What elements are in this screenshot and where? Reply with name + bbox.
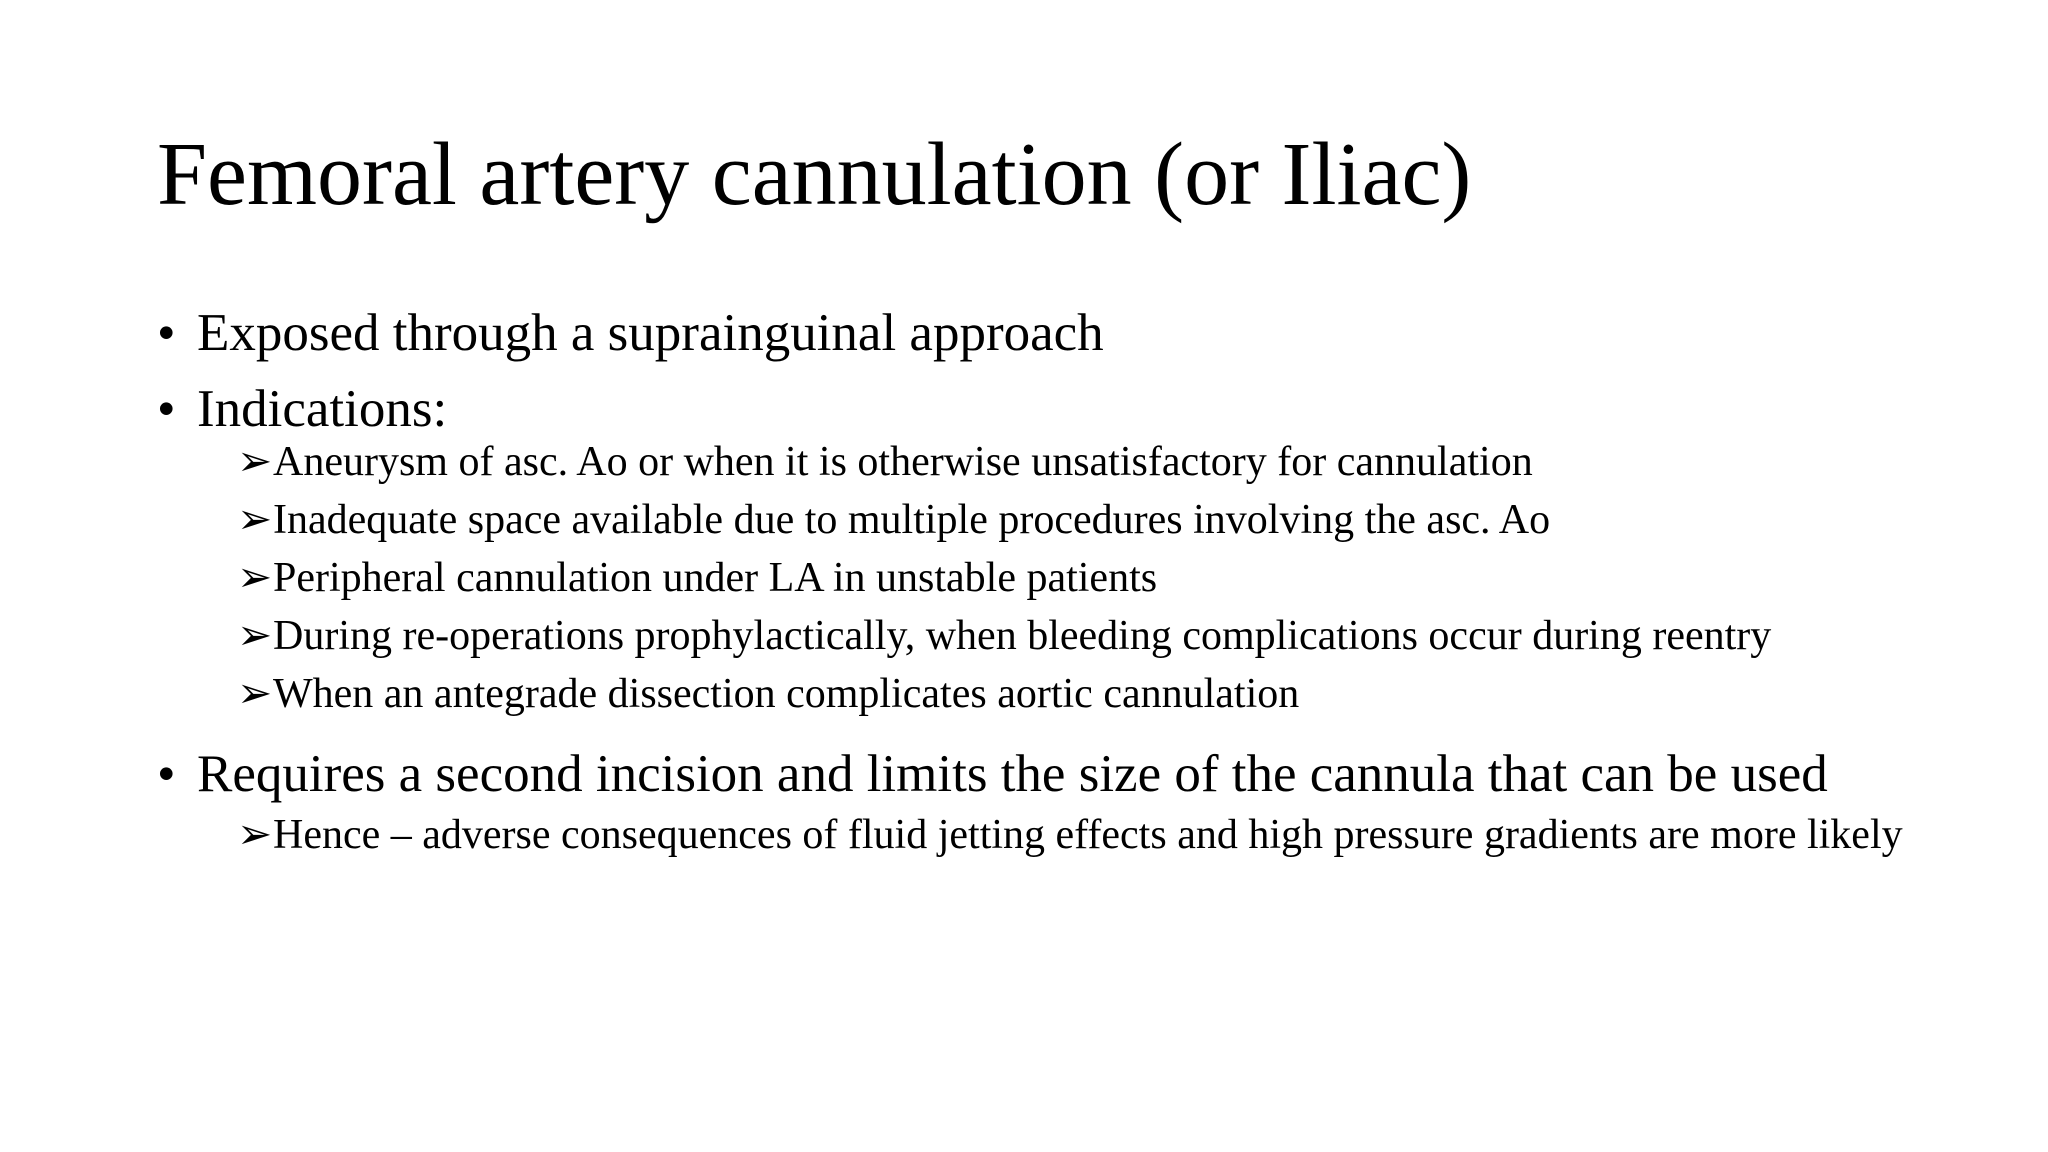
sub-bullet-item xyxy=(237,557,1917,599)
bullet-dot-icon: • xyxy=(157,745,176,803)
sub-bullet-text: When an antegrade dissection complicates aortic cannulation xyxy=(273,671,1300,717)
sub-bullet-text: Aneurysm of asc. Ao or when it is otherwise unsatisfactory for cannulation xyxy=(273,439,1533,485)
sub-bullet-item xyxy=(237,441,1917,483)
arrow-bullet-icon: ➢ xyxy=(237,439,273,485)
sub-bullet-list xyxy=(157,441,1917,715)
sub-bullet-item xyxy=(237,814,1917,856)
bullet-text: Exposed through a suprainguinal approach xyxy=(197,304,1104,362)
sub-bullet-text: Hence – adverse consequences of fluid jetting effects and high pressure gradients are more likely xyxy=(273,812,1903,858)
bullet-text: Indications: xyxy=(197,380,448,438)
bullet-item xyxy=(157,380,1917,438)
sub-bullet-text: Inadequate space available due to multiple procedures involving the asc. Ao xyxy=(273,497,1551,543)
arrow-bullet-icon: ➢ xyxy=(237,497,273,543)
bullet-dot-icon: • xyxy=(157,380,176,438)
slide-body xyxy=(157,304,1917,872)
sub-bullet-text: Peripheral cannulation under LA in unstable patients xyxy=(273,555,1158,601)
sub-bullet-text: During re-operations prophylactically, when bleeding complications occur during reentry xyxy=(273,613,1772,659)
sub-bullet-item xyxy=(237,673,1917,715)
sub-bullet-item xyxy=(237,499,1917,541)
bullet-dot-icon: • xyxy=(157,304,176,362)
slide-title: Femoral artery cannulation (or Iliac) xyxy=(157,125,1472,224)
bullet-text: Requires a second incision and limits the size of the cannula that can be used xyxy=(197,745,1828,803)
arrow-bullet-icon: ➢ xyxy=(237,613,273,659)
arrow-bullet-icon: ➢ xyxy=(237,812,273,858)
arrow-bullet-icon: ➢ xyxy=(237,555,273,601)
sub-bullet-item xyxy=(237,615,1917,657)
sub-bullet-list xyxy=(157,814,1917,856)
arrow-bullet-icon: ➢ xyxy=(237,671,273,717)
bullet-item xyxy=(157,745,1917,803)
bullet-item xyxy=(157,304,1917,362)
